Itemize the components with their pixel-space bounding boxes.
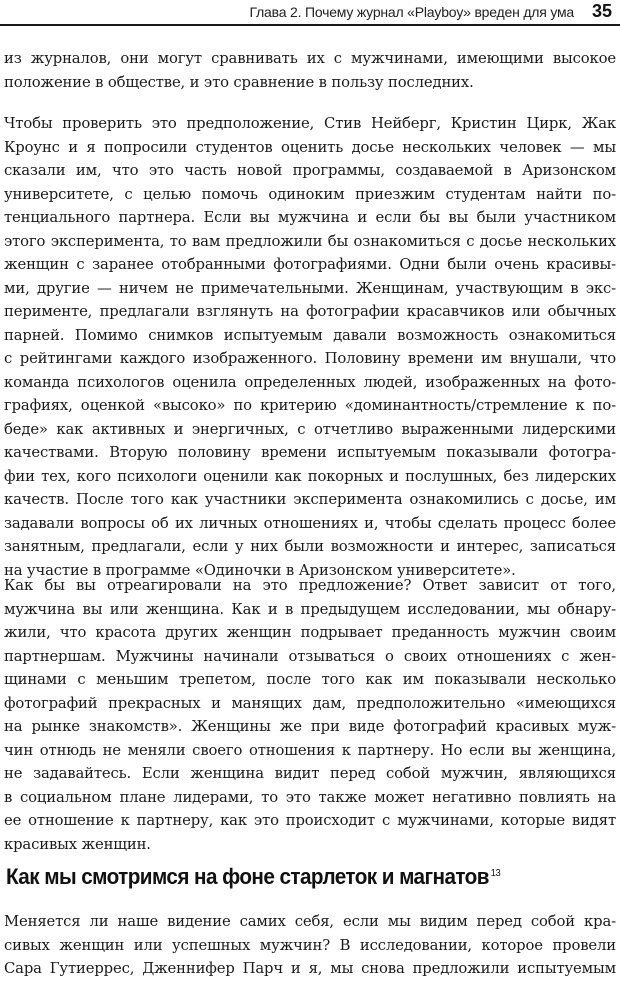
paragraph-3 <box>4 574 616 856</box>
text-line: фотографий прекрасных и манящих дам, предположительно «имеющихся <box>4 694 616 712</box>
text-line: качествами. Вторую половину времени испытуемым показывали фотогра- <box>4 444 616 461</box>
paragraph-1 <box>4 47 616 94</box>
text-line: беде» как активных и энергичных, с отчетливо выраженными лидерскими <box>4 420 616 438</box>
text-line: качеств. После того как участники эксперимента ознакомились с досье, им <box>4 491 616 508</box>
text-line: Кроунс и я попросили студентов оценить досье нескольких человек — мы <box>4 138 616 156</box>
header-rule <box>0 24 620 26</box>
text-line: Сара Гутиеррес, Дженнифер Парч и я, мы снова предложили испытуемым <box>4 960 616 977</box>
text-line: на участие в программе «Одиночки в Аризонском университете». <box>4 561 516 579</box>
text-line: фии тех, кого психологи оценили как покорных и послушных, без лидерских <box>4 467 616 485</box>
section-heading <box>6 864 500 890</box>
text-line: партнершам. Мужчины начинали отзываться о своих отношениях с жен- <box>4 647 616 665</box>
text-line: щинами с меньшим трепетом, после того как им показывали несколько <box>4 671 616 688</box>
running-title: Глава 2. Почему журнал «Playboy» вреден для ума <box>249 4 574 20</box>
text-line: красивых женщин. <box>4 835 151 853</box>
text-line: чин отнюдь не меняли своего отношения к партнеру. Но если вы женщина, <box>4 741 616 759</box>
text-line: мужчина вы или женщина. Как и в предыдущем исследовании, мы обнару- <box>4 600 616 618</box>
text-line: задавали вопросы об их личных отношениях и, чтобы сделать процесс более <box>4 514 616 532</box>
text-line: в социальном плане лидерами, то это также может негативно повлиять на <box>4 788 616 806</box>
text-line: ее отношение к партнеру, как это происходит с мужчинами, которые видят <box>4 812 616 829</box>
text-line: Чтобы проверить это предположение, Стив Нейберг, Кристин Цирк, Жак <box>4 115 616 132</box>
text-line: жили, что красота других женщин подрывает преданность мужчин своим <box>4 624 616 641</box>
text-line: графиях, оценкой «высоко» по критерию «доминантность/стремление к по- <box>4 397 616 414</box>
text-line: занятным, предлагали, если у них были возможности и интерес, записаться <box>4 538 616 555</box>
text-line: Меняется ли наше видение самих себя, если мы видим перед собой кра- <box>4 913 616 930</box>
paragraph-2 <box>4 112 616 582</box>
text-line: этого эксперимента, то вам предложили бы ознакомиться с досье нескольких <box>4 232 616 250</box>
text-line: тенциального партнера. Если вы мужчина и если бы вы были участником <box>4 209 616 226</box>
text-line: Как бы вы отреагировали на это предложение? Ответ зависит от того, <box>4 577 616 594</box>
text-line: женщин с заранее отобранными фотографиями. Одни были очень красивы- <box>4 256 616 273</box>
section-heading-text: Как мы смотримся на фоне старлеток и магнатов <box>6 864 489 889</box>
text-line: университете, с целью помочь одиноким приезжим студентам найти по- <box>4 185 616 203</box>
text-line: из журналов, они могут сравнивать их с мужчинами, имеющими высокое <box>4 50 616 67</box>
text-line: не задавайтесь. Если женщина видит перед собой мужчин, являющихся <box>4 765 616 782</box>
text-line: сивых женщин или успешных мужчин? В исследовании, которое провели <box>4 936 616 954</box>
paragraph-4 <box>4 910 616 981</box>
text-line: с рейтингами каждого изображенного. Половину времени им внушали, что <box>4 350 616 367</box>
footnote-reference: 13 <box>490 867 501 879</box>
page-number: 35 <box>591 1 612 21</box>
text-line: парней. Помимо снимков испытуемым давали возможность ознакомиться <box>4 326 616 344</box>
text-line: команда психологов оценила определенных людей, изображенных на фото- <box>4 373 616 391</box>
text-line: сказали им, что это часть новой программы, создаваемой в Аризонском <box>4 162 616 179</box>
text-line: положение в обществе, и это сравнение в пользу последних. <box>4 73 474 91</box>
text-line: перименте, предлагали взглянуть на фотографии красавчиков или обычных <box>4 303 616 320</box>
text-line: на рынке знакомств». Женщины же при виде фотографий красивых муж- <box>4 718 616 735</box>
running-header <box>0 0 620 26</box>
text-line: ми, другие — ничем не примечательными. Женщинам, участвующим в экс- <box>4 279 616 297</box>
